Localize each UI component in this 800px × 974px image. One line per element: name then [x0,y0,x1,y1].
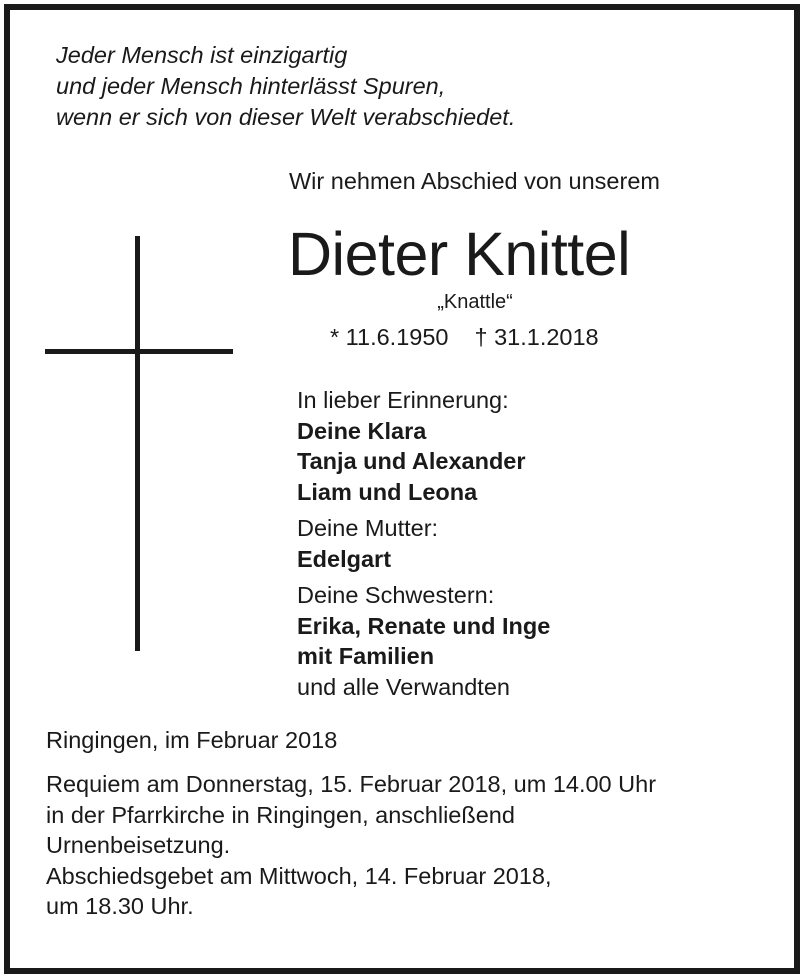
deceased-nickname: „Knattle“ [437,291,513,313]
mourner-name: Liam und Leona [297,478,478,505]
mourners-list [297,385,550,702]
place-date: Ringingen, im Februar 2018 [46,727,338,753]
death-date: † 31.1.2018 [474,324,599,350]
mourner-name: Edelgart [297,545,392,572]
group-label: Deine Mutter: [297,515,439,541]
service-line: um 18.30 Uhr. [46,893,194,919]
life-dates [330,324,599,351]
mourner-name: Erika, Renate und Inge [297,612,551,639]
service-line: Urnenbeisetzung. [46,832,231,858]
service-line: Abschiedsgebet am Mittwoch, 14. Februar 2018, [46,862,552,889]
motto-line: Jeder Mensch ist einzigartig [56,42,348,68]
cross-icon [135,236,140,651]
mourners-closing: und alle Verwandten [297,673,510,700]
service-line: Requiem am Donnerstag, 15. Februar 2018, um 14.00 Uhr [46,771,657,797]
birth-date: * 11.6.1950 [330,324,449,350]
motto-line: und jeder Mensch hinterlässt Spuren, [56,73,446,99]
motto-line: wenn er sich von dieser Welt verabschiedet. [56,104,516,130]
deceased-name: Dieter Knittel [288,220,631,288]
group-label: In lieber Erinnerung: [297,387,509,413]
cross-icon-bar [45,349,233,354]
mourner-name: Deine Klara [297,417,427,444]
motto-quote [56,40,515,133]
farewell-intro: Wir nehmen Abschied von unserem [289,168,660,194]
group-label: Deine Schwestern: [297,582,495,608]
service-line: in der Pfarrkirche in Ringingen, anschließend [46,801,515,828]
mourner-name: mit Familien [297,643,435,669]
mourner-name: Tanja und Alexander [297,448,526,474]
service-info [46,769,656,922]
